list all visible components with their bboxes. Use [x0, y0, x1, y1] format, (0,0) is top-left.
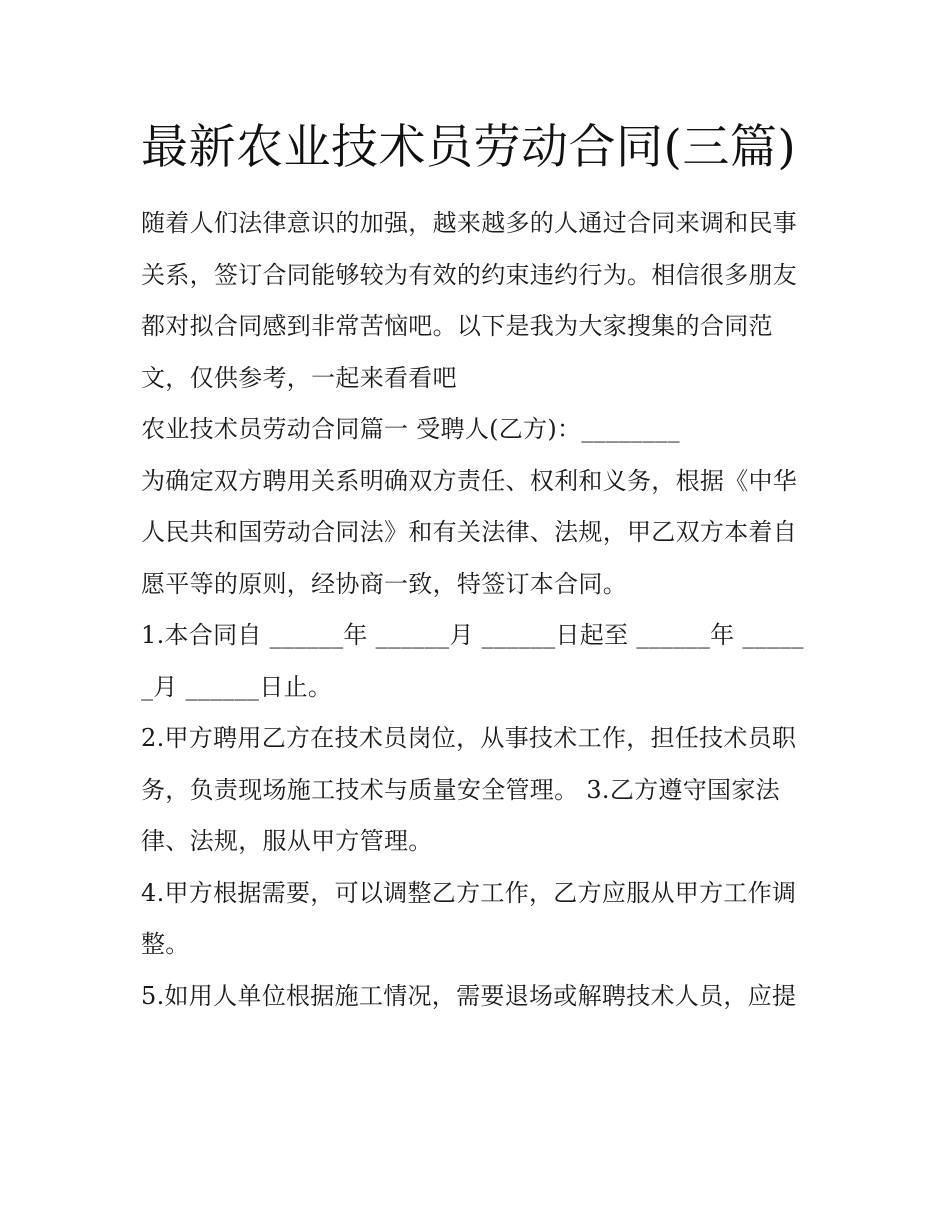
clause-1-paragraph: 1.本合同自 ______年 ______月 ______日起至 ______年 ______月 ______日止。	[141, 621, 804, 701]
clause-4-paragraph: 4.甲方根据需要，可以调整乙方工作，乙方应服从甲方工作调整。	[141, 878, 797, 958]
contract-heading-paragraph: 农业技术员劳动合同篇一 受聘人(乙方)：________	[141, 415, 680, 443]
intro-paragraph: 随着人们法律意识的加强，越来越多的人通过合同来调和民事关系，签订合同能够较为有效的约束违约行为。相信很多朋友都对拟合同感到非常苦恼吧。以下是我为大家搜集的合同范文，仅供参考，一起来看看吧	[141, 209, 798, 392]
document-page	[141, 112, 813, 1022]
preamble-paragraph: 为确定双方聘用关系明确双方责任、权利和义务，根据《中华人民共和国劳动合同法》和有关法律、法规，甲乙双方本着自愿平等的原则，经协商一致，特签订本合同。	[141, 466, 798, 598]
document-title: 最新农业技术员劳动合同(三篇)	[141, 120, 797, 175]
document-body	[141, 198, 813, 1022]
clause-2-3-paragraph: 2.甲方聘用乙方在技术员岗位，从事技术工作，担任技术员职务，负责现场施工技术与质量安全管理。 3.乙方遵守国家法律、法规，服从甲方管理。	[141, 724, 797, 855]
clause-5-paragraph: 5.如用人单位根据施工情况，需要退场或解聘技术人员，应提	[141, 981, 797, 1010]
